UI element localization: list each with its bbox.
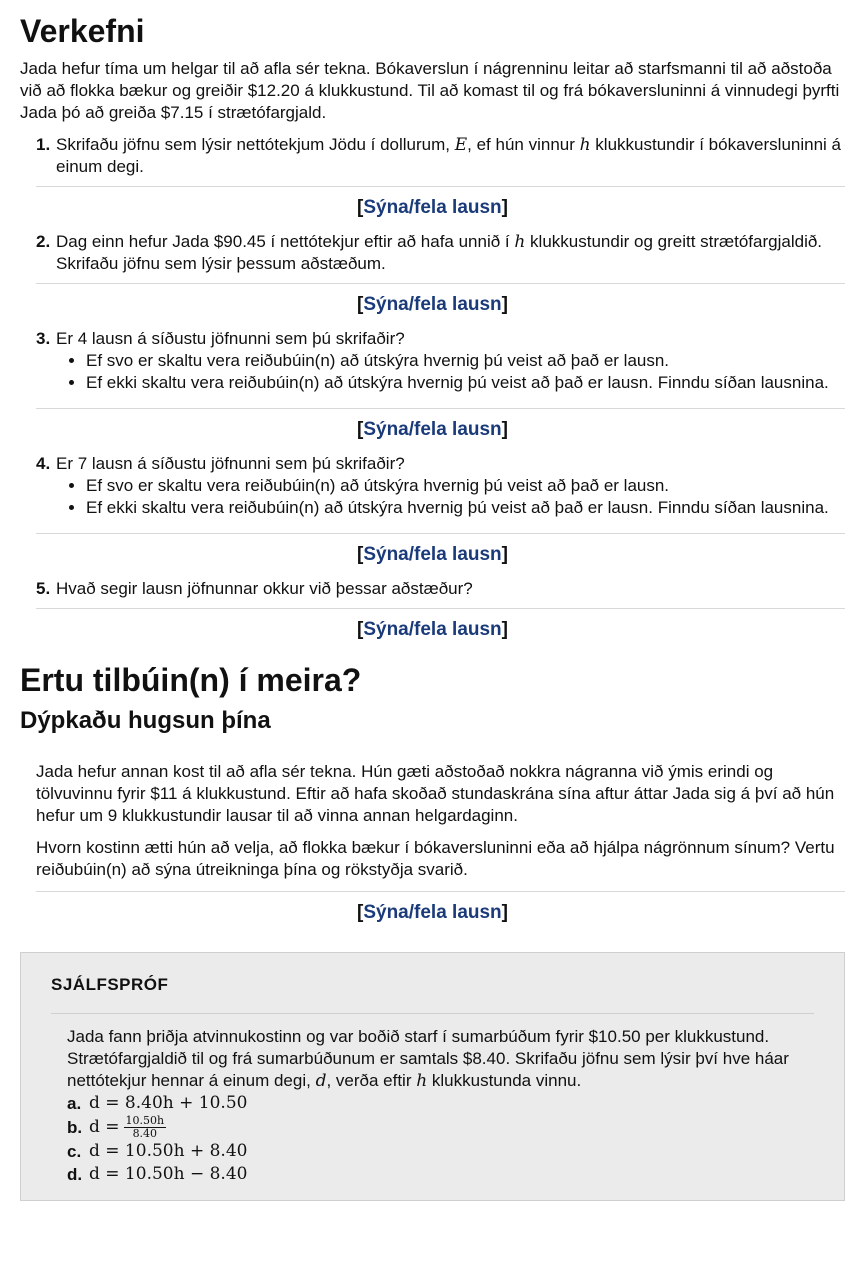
bullet-list	[56, 475, 845, 519]
q1-text-c: klukkustundir í bókaversluninni á einum degi.	[56, 135, 841, 176]
question-text: Er 4 lausn á síðustu jöfnunni sem þú skrifaðir?	[56, 329, 405, 348]
option-a[interactable]	[67, 1092, 814, 1115]
bullet-item: • Ef ekki skaltu vera reiðubúin(n) að útskýra hvernig þú veist að það er lausn. Finndu síðan lausnina.	[86, 497, 845, 519]
section-heading: Ertu tilbúin(n) í meira?	[20, 662, 362, 698]
divider	[36, 408, 845, 409]
q2-text-b: klukkustundir og greitt strætófargjaldið. Skrifaðu jöfnu sem lýsir þessum aðstæðum.	[56, 232, 823, 273]
option-c[interactable]	[67, 1140, 814, 1163]
q1-var-e: E	[454, 135, 468, 155]
question-number: 1.	[36, 135, 51, 154]
bullet-item: • Ef ekki skaltu vera reiðubúin(n) að útskýra hvernig þú veist að það er lausn. Finndu síðan lausnina.	[86, 372, 845, 394]
option-label: c.	[67, 1142, 82, 1161]
option-expression-lhs: d =	[89, 1117, 120, 1137]
self-check-box	[20, 952, 845, 1201]
question-text: Er 7 lausn á síðustu jöfnunni sem þú skrifaðir?	[56, 454, 405, 473]
divider	[51, 1013, 814, 1014]
question-5	[36, 578, 845, 600]
q2-text-a: Dag einn hefur Jada $90.45 í nettótekjur eftir að hafa unnið í	[56, 232, 515, 251]
divider	[36, 891, 845, 892]
question-body	[56, 453, 845, 519]
extension-paragraph-1: Jada hefur annan kost til að afla sér tekna. Hún gæti aðstoðað nokkra nágranna við ýmis erindi og tölvuvinnu fyrir $11 á klukkustund. Eftir að hafa skoðað stundaskrána sína aftur áttar Jada sig á því að hún hefur um 9 klukkustundir lausar til að vinna annan helgardaginn.	[36, 762, 835, 825]
divider	[36, 283, 845, 284]
toggle-solution-1: [Sýna/fela lausn]	[357, 197, 508, 218]
option-expression: d = 10.50h − 8.40	[89, 1164, 248, 1184]
question-number: 5.	[36, 579, 51, 598]
question-text	[56, 134, 845, 178]
fraction-denominator: 8.40	[132, 1127, 158, 1140]
question-text	[56, 231, 845, 275]
q1-text-b: , ef hún vinnur	[467, 135, 580, 154]
section-subheading: Dýpkaðu hugsun þína	[20, 707, 271, 734]
toggle-solution-link[interactable]: Sýna/fela lausn	[363, 294, 502, 315]
toggle-solution-4: [Sýna/fela lausn]	[357, 544, 508, 565]
divider	[36, 533, 845, 534]
question-2	[36, 231, 845, 275]
option-label: a.	[67, 1094, 82, 1113]
option-expression: d = 8.40h + 10.50	[89, 1093, 248, 1113]
self-check-body	[67, 1026, 814, 1186]
toggle-solution-link[interactable]: Sýna/fela lausn	[363, 902, 502, 923]
question-number: 2.	[36, 232, 51, 251]
intro-text: Jada hefur tíma um helgar til að afla sér tekna. Bókaverslun í nágrenninu leitar að starfsmanni til að aðstoða við að flokka bækur og greiðir $12.20 á klukkustund. Til að komast til og frá bókaversluninni á vinnudegi þyrfti Jada þó að greiða $7.15 í strætófargjald.	[20, 59, 840, 122]
option-label: b.	[67, 1118, 83, 1137]
bullet-item: • Ef svo er skaltu vera reiðubúin(n) að útskýra hvernig þú veist að það er lausn.	[86, 475, 845, 497]
option-b[interactable]	[67, 1115, 814, 1140]
self-check-question	[67, 1026, 814, 1092]
toggle-solution-link[interactable]: Sýna/fela lausn	[363, 544, 502, 565]
sc-var-h: h	[416, 1071, 428, 1091]
question-4	[36, 453, 845, 519]
sc-text-c: klukkustunda vinnu.	[427, 1071, 582, 1090]
bullet-item: • Ef svo er skaltu vera reiðubúin(n) að útskýra hvernig þú veist að það er lausn.	[86, 350, 845, 372]
toggle-solution-5: [Sýna/fela lausn]	[357, 619, 508, 640]
option-d[interactable]	[67, 1163, 814, 1186]
self-check-title: SJÁLFSPRÓF	[51, 975, 169, 994]
fraction-numerator: 10.50h	[125, 1114, 165, 1127]
question-number: 3.	[36, 329, 51, 348]
toggle-solution-link[interactable]: Sýna/fela lausn	[363, 619, 502, 640]
extension-paragraph-2: Hvorn kostinn ætti hún að velja, að flokka bækur í bókaversluninni eða að hjálpa nágrönnum sínum? Vertu reiðubúin(n) að sýna útreikninga þína og rökstyðja svarið.	[36, 838, 835, 879]
toggle-solution-2: [Sýna/fela lausn]	[357, 294, 508, 315]
question-text: Hvað segir lausn jöfnunnar okkur við þessar aðstæður?	[56, 579, 473, 598]
q1-text-a: Skrifaðu jöfnu sem lýsir nettótekjum Jödu í dollurum,	[56, 135, 455, 154]
divider	[36, 186, 845, 187]
fraction	[124, 1115, 167, 1140]
toggle-solution-link[interactable]: Sýna/fela lausn	[363, 419, 502, 440]
sc-var-d: d	[315, 1071, 327, 1091]
sc-text-a: Jada fann þriðja atvinnukostinn og var boðið starf í sumarbúðum fyrir $10.50 per klukkustund. Strætófargjaldið til og frá sumarbúðunum er samtals $8.40. Skrifaðu jöfnu sem lýsir því hve háar nettótekjur hennar á einum degi,	[67, 1027, 789, 1090]
q2-var-h: h	[514, 232, 526, 252]
toggle-solution-link[interactable]: Sýna/fela lausn	[363, 197, 502, 218]
question-3	[36, 328, 845, 394]
toggle-solution-3: [Sýna/fela lausn]	[357, 419, 508, 440]
q1-var-h: h	[579, 135, 591, 155]
page-title: Verkefni	[20, 13, 145, 49]
question-number: 4.	[36, 454, 51, 473]
question-1	[36, 134, 845, 178]
bullet-list	[56, 350, 845, 394]
option-label: d.	[67, 1165, 83, 1184]
sc-text-b: , verða eftir	[326, 1071, 417, 1090]
option-expression: d = 10.50h + 8.40	[89, 1141, 248, 1161]
divider	[36, 608, 845, 609]
toggle-solution-6: [Sýna/fela lausn]	[357, 902, 508, 923]
question-body	[56, 328, 845, 394]
